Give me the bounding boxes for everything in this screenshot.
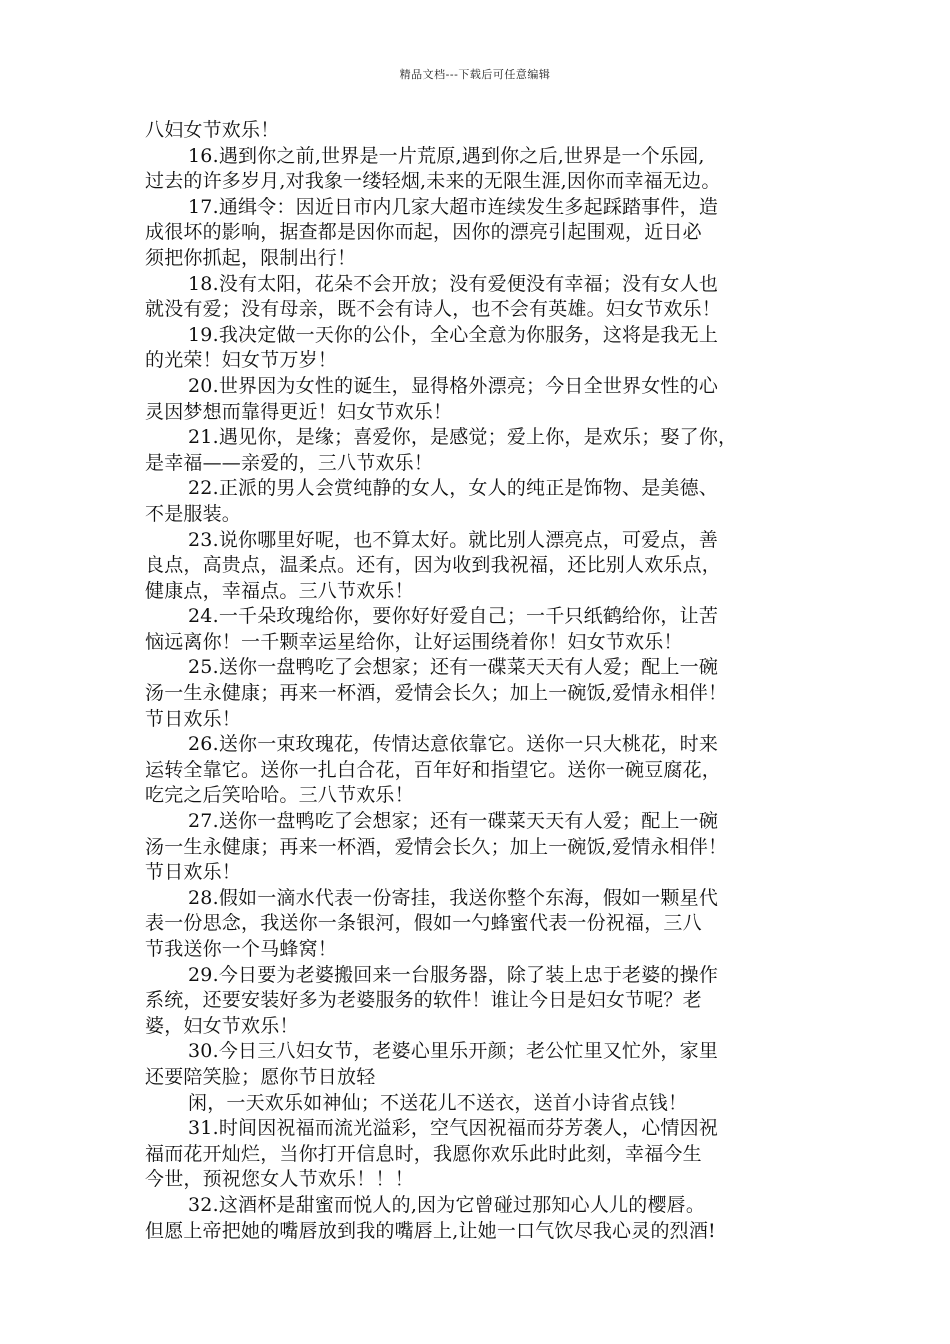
text-line: 福而花开灿烂，当你打开信息时，我愿你欢乐此时此刻，幸福今生 [145, 1142, 702, 1165]
text-line: 还要陪笑脸；愿你节日放轻 [145, 1065, 376, 1088]
text-line: 八妇女节欢乐！ [145, 119, 280, 141]
text-line: 吃完之后笑哈哈。三八节欢乐！ [145, 784, 414, 807]
text-line: 汤一生永健康；再来一杯酒，爱情会长久；加上一碗饭,爱情永相伴！ [145, 835, 728, 858]
text-line: 健康点，幸福点。三八节欢乐！ [145, 579, 414, 602]
text-line: 21.遇见你，是缘；喜爱你，是感觉；爱上你，是欢乐；娶了你， [188, 426, 738, 449]
text-line: 运转全靠它。送你一扎白合花，百年好和指望它。送你一碗豆腐花， [145, 758, 722, 781]
text-line: 系统，还要安装好多为老婆服务的软件！谁让今日是妇女节呢？老 [145, 989, 702, 1012]
text-line: 20.世界因为女性的诞生，显得格外漂亮；今日全世界女性的心 [188, 374, 719, 397]
text-line: 汤一生永健康；再来一杯酒，爱情会长久；加上一碗饭,爱情永相伴！ [145, 682, 728, 705]
text-line: 22.正派的男人会赏纯静的女人，女人的纯正是饰物、是美德、 [188, 477, 719, 500]
text-line: 节日欢乐！ [145, 707, 242, 730]
text-line: 就没有爱；没有母亲，既不会有诗人，也不会有英雄。妇女节欢乐！ [145, 298, 722, 321]
page-header: 精品文档---下载后可任意编辑 [399, 68, 551, 81]
text-line: 灵因梦想而靠得更近！妇女节欢乐！ [145, 400, 453, 423]
text-line: 19.我决定做一天你的公仆，全心全意为你服务，这将是我无上 [188, 323, 719, 346]
text-line: 不是服装。 [145, 502, 242, 525]
text-line: 32.这酒杯是甜蜜而悦人的,因为它曾碰过那知心人儿的樱唇。 [188, 1193, 706, 1216]
text-line: 23.说你哪里好呢，也不算太好。就比别人漂亮点，可爱点，善 [188, 528, 719, 551]
text-line: 17.通缉令：因近日市内几家大超市连续发生多起踩踏事件，造 [188, 195, 719, 218]
text-line: 18.没有太阳，花朵不会开放；没有爱便没有幸福；没有女人也 [188, 272, 719, 295]
text-line: 25.送你一盘鸭吃了会想家；还有一碟菜天天有人爱；配上一碗 [188, 656, 719, 679]
text-line: 是幸福——亲爱的，三八节欢乐！ [145, 451, 434, 474]
text-line: 今世，预祝您女人节欢乐！！！ [145, 1168, 414, 1191]
text-line: 31.时间因祝福而流光溢彩，空气因祝福而芬芳袭人，心情因祝 [188, 1117, 719, 1140]
text-line: 良点，高贵点，温柔点。还有，因为收到我祝福，还比别人欢乐点， [145, 554, 722, 577]
text-line: 成很坏的影响，据查都是因你而起，因你的漂亮引起围观，近日必 [145, 221, 702, 244]
text-line: 30.今日三八妇女节，老婆心里乐开颜；老公忙里又忙外，家里 [188, 1040, 719, 1063]
document-body [145, 118, 825, 1244]
text-line: 恼远离你！一千颗幸运星给你，让好运围绕着你！妇女节欢乐！ [145, 630, 683, 653]
text-line: 27.送你一盘鸭吃了会想家；还有一碟菜天天有人爱；配上一碗 [188, 810, 719, 833]
text-line: 26.送你一束玫瑰花，传情达意依靠它。送你一只大桃花，时来 [188, 733, 719, 756]
text-line: 24.一千朵玫瑰给你，要你好好爱自己；一千只纸鹤给你，让苦 [188, 605, 719, 628]
text-line: 婆，妇女节欢乐！ [145, 1014, 299, 1037]
text-line: 16.遇到你之前,世界是一片荒原,遇到你之后,世界是一个乐园, [188, 144, 705, 167]
text-line: 节我送你一个马蜂窝！ [145, 938, 338, 960]
text-line: 闲，一天欢乐如神仙；不送花儿不送衣，送首小诗省点钱！ [188, 1091, 688, 1114]
text-line: 节日欢乐！ [145, 861, 242, 884]
text-line: 28.假如一滴水代表一份寄挂，我送你整个东海，假如一颗星代 [188, 886, 719, 909]
text-line: 29.今日要为老婆搬回来一台服务器，除了装上忠于老婆的操作 [188, 963, 719, 986]
text-line: 表一份思念，我送你一条银河，假如一勺蜂蜜代表一份祝福，三八 [145, 912, 702, 935]
text-line: 的光荣！妇女节万岁！ [145, 349, 338, 372]
text-line: 须把你抓起，限制出行！ [145, 246, 357, 269]
text-line: 但愿上帝把她的嘴唇放到我的嘴唇上,让她一口气饮尽我心灵的烈酒! [145, 1219, 716, 1242]
text-line: 过去的许多岁月,对我象一缕轻烟,未来的无限生涯,因你而幸福无边。 [145, 170, 721, 193]
